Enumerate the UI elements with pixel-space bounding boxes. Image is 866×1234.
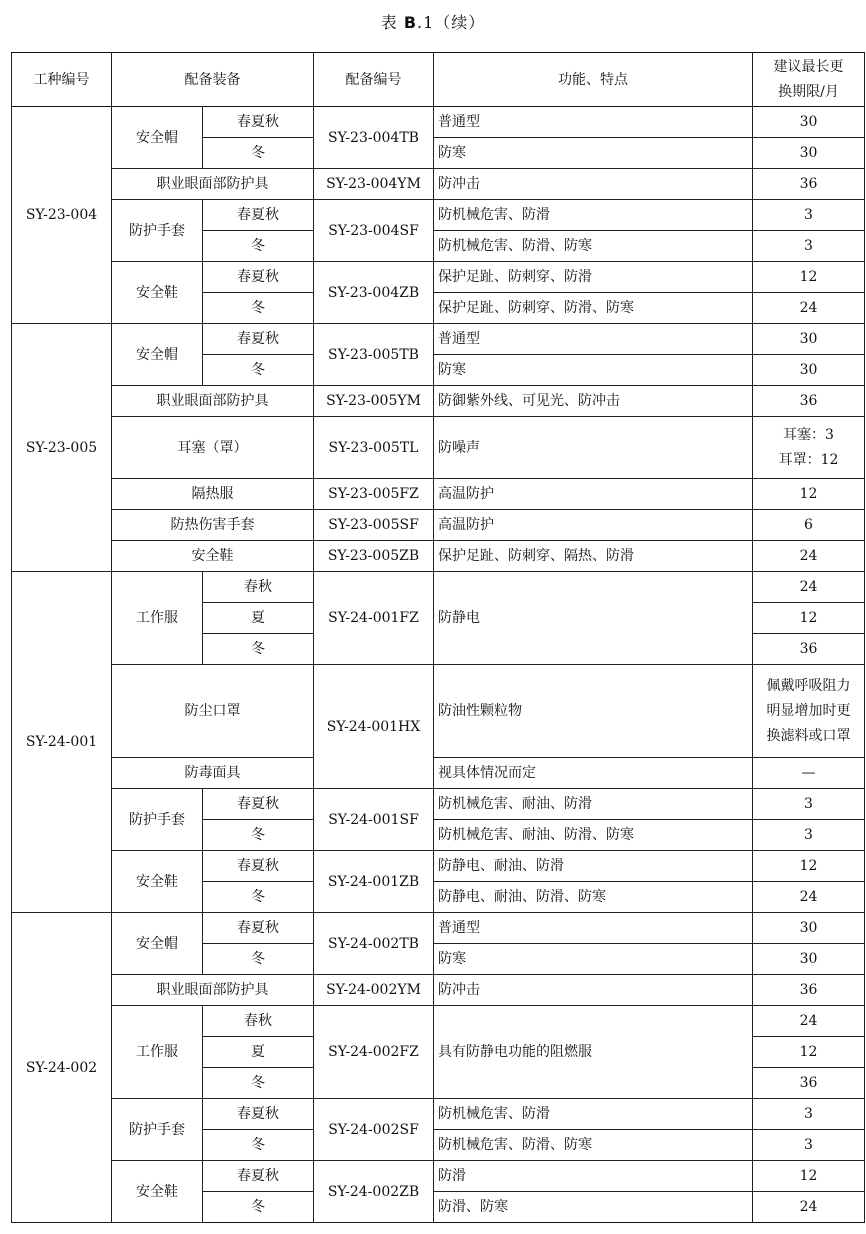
period-line: 耳罩：12: [778, 451, 839, 468]
period-cell: 3: [753, 200, 865, 231]
equipment-code-cell: SY-24-002SF: [314, 1099, 434, 1161]
job-code-cell: SY-23-005: [12, 324, 112, 572]
period-cell: 3: [753, 1130, 865, 1161]
equipment-code-cell: SY-24-001HX: [314, 665, 434, 789]
feature-cell: 防机械危害、防滑: [434, 200, 753, 231]
season-cell: 春夏秋: [203, 1099, 314, 1130]
period-line: 明显增加时更: [766, 702, 851, 719]
period-cell: 3: [753, 1099, 865, 1130]
feature-cell: 保护足趾、防刺穿、防滑、防寒: [434, 293, 753, 324]
period-cell: 12: [753, 1037, 865, 1068]
period-cell: 24: [753, 572, 865, 603]
table-row: [12, 324, 865, 355]
table-row: [12, 913, 865, 944]
table-row: [12, 851, 865, 882]
header-period-line2: 换期限/月: [778, 83, 839, 100]
header-period-line1: 建议最长更: [773, 58, 844, 75]
equipment-name-cell: 安全帽: [112, 107, 203, 169]
season-cell: 春夏秋: [203, 324, 314, 355]
feature-cell: 具有防静电功能的阻燃服: [434, 1006, 753, 1099]
equipment-code-cell: SY-23-005ZB: [314, 541, 434, 572]
equipment-name-cell: 防尘口罩: [112, 665, 314, 758]
equipment-code-cell: SY-24-001SF: [314, 789, 434, 851]
period-cell: 24: [753, 1006, 865, 1037]
header-job-code: 工种编号: [12, 53, 112, 107]
equipment-code-cell: SY-23-004SF: [314, 200, 434, 262]
job-code-cell: SY-24-002: [12, 913, 112, 1223]
period-cell: 24: [753, 882, 865, 913]
season-cell: 夏: [203, 603, 314, 634]
season-cell: 春夏秋: [203, 851, 314, 882]
feature-cell: 防静电: [434, 572, 753, 665]
period-cell: [753, 665, 865, 758]
table-row: [12, 417, 865, 479]
equipment-name-cell: 工作服: [112, 572, 203, 665]
table-row: [12, 1099, 865, 1130]
period-line: 耳塞：3: [783, 426, 834, 443]
period-cell: 24: [753, 293, 865, 324]
table-row: [12, 1006, 865, 1037]
season-cell: 冬: [203, 944, 314, 975]
equipment-code-cell: SY-23-005TL: [314, 417, 434, 479]
feature-cell: 防寒: [434, 355, 753, 386]
table-body: [12, 107, 865, 1223]
equipment-code-cell: SY-24-001ZB: [314, 851, 434, 913]
equipment-code-cell: SY-24-002YM: [314, 975, 434, 1006]
equipment-name-cell: 职业眼面部防护具: [112, 386, 314, 417]
equipment-code-cell: SY-23-004TB: [314, 107, 434, 169]
period-cell: 3: [753, 231, 865, 262]
period-cell: 30: [753, 355, 865, 386]
feature-cell: 防机械危害、防滑、防寒: [434, 1130, 753, 1161]
feature-cell: 防寒: [434, 138, 753, 169]
period-cell: [753, 417, 865, 479]
season-cell: 冬: [203, 1068, 314, 1099]
table-row: [12, 479, 865, 510]
season-cell: 春夏秋: [203, 913, 314, 944]
table-row: [12, 789, 865, 820]
period-cell: 12: [753, 851, 865, 882]
period-cell: 24: [753, 541, 865, 572]
equipment-code-cell: SY-23-005SF: [314, 510, 434, 541]
period-cell: 3: [753, 820, 865, 851]
table-row: [12, 386, 865, 417]
table-row: [12, 262, 865, 293]
period-cell: 36: [753, 975, 865, 1006]
equipment-name-cell: 耳塞（罩）: [112, 417, 314, 479]
feature-cell: 普通型: [434, 324, 753, 355]
table-row: [12, 510, 865, 541]
equipment-name-cell: 安全鞋: [112, 851, 203, 913]
season-cell: 春夏秋: [203, 789, 314, 820]
equipment-name-cell: 工作服: [112, 1006, 203, 1099]
table-row: [12, 1161, 865, 1192]
table-title-code: B: [403, 13, 418, 32]
period-cell: 12: [753, 479, 865, 510]
equipment-name-cell: 安全帽: [112, 324, 203, 386]
season-cell: 春夏秋: [203, 262, 314, 293]
job-code-cell: SY-23-004: [12, 107, 112, 324]
equipment-name-cell: 职业眼面部防护具: [112, 169, 314, 200]
season-cell: 春夏秋: [203, 200, 314, 231]
season-cell: 冬: [203, 1130, 314, 1161]
table-row: [12, 665, 865, 758]
feature-cell: 防静电、耐油、防滑: [434, 851, 753, 882]
feature-cell: 防滑、防寒: [434, 1192, 753, 1223]
period-line: 佩戴呼吸阻力: [766, 677, 851, 694]
table-row: [12, 758, 865, 789]
feature-cell: 防冲击: [434, 169, 753, 200]
period-cell: 6: [753, 510, 865, 541]
header-equipment: 配备装备: [112, 53, 314, 107]
period-cell: 30: [753, 107, 865, 138]
period-cell: 36: [753, 634, 865, 665]
feature-cell: 防寒: [434, 944, 753, 975]
period-cell: 36: [753, 386, 865, 417]
equipment-code-cell: SY-23-005FZ: [314, 479, 434, 510]
job-code-cell: SY-24-001: [12, 572, 112, 913]
equipment-name-cell: 安全鞋: [112, 1161, 203, 1223]
feature-cell: 保护足趾、防刺穿、隔热、防滑: [434, 541, 753, 572]
equipment-name-cell: 防护手套: [112, 789, 203, 851]
period-cell: 12: [753, 262, 865, 293]
equipment-code-cell: SY-23-005YM: [314, 386, 434, 417]
table-row: [12, 572, 865, 603]
period-cell: 24: [753, 1192, 865, 1223]
equipment-name-cell: 职业眼面部防护具: [112, 975, 314, 1006]
equipment-name-cell: 安全鞋: [112, 541, 314, 572]
period-cell: 3: [753, 789, 865, 820]
season-cell: 春秋: [203, 572, 314, 603]
period-cell: 30: [753, 944, 865, 975]
feature-cell: 高温防护: [434, 510, 753, 541]
equipment-name-cell: 安全帽: [112, 913, 203, 975]
feature-cell: 防静电、耐油、防滑、防寒: [434, 882, 753, 913]
equipment-code-cell: SY-23-004YM: [314, 169, 434, 200]
equipment-name-cell: 隔热服: [112, 479, 314, 510]
table-row: [12, 169, 865, 200]
season-cell: 春秋: [203, 1006, 314, 1037]
equipment-code-cell: SY-24-002FZ: [314, 1006, 434, 1099]
period-cell: 12: [753, 1161, 865, 1192]
season-cell: 冬: [203, 138, 314, 169]
season-cell: 夏: [203, 1037, 314, 1068]
feature-cell: 防机械危害、耐油、防滑、防寒: [434, 820, 753, 851]
period-cell: 36: [753, 169, 865, 200]
period-line: 换滤料或口罩: [766, 727, 851, 744]
season-cell: 冬: [203, 882, 314, 913]
feature-cell: 防噪声: [434, 417, 753, 479]
season-cell: 冬: [203, 231, 314, 262]
table-row: [12, 107, 865, 138]
feature-cell: 视具体情况而定: [434, 758, 753, 789]
period-cell: 30: [753, 138, 865, 169]
table-title: [0, 10, 866, 33]
table-row: [12, 975, 865, 1006]
feature-cell: 防机械危害、耐油、防滑: [434, 789, 753, 820]
feature-cell: 防油性颗粒物: [434, 665, 753, 758]
feature-cell: 防滑: [434, 1161, 753, 1192]
feature-cell: 防机械危害、防滑: [434, 1099, 753, 1130]
season-cell: 春夏秋: [203, 107, 314, 138]
equipment-table: [11, 52, 865, 1223]
feature-cell: 防冲击: [434, 975, 753, 1006]
equipment-name-cell: 安全鞋: [112, 262, 203, 324]
season-cell: 冬: [203, 820, 314, 851]
feature-cell: 普通型: [434, 913, 753, 944]
equipment-code-cell: SY-24-002ZB: [314, 1161, 434, 1223]
period-cell: —: [753, 758, 865, 789]
equipment-code-cell: SY-24-002TB: [314, 913, 434, 975]
season-cell: 冬: [203, 293, 314, 324]
feature-cell: 高温防护: [434, 479, 753, 510]
period-cell: 30: [753, 913, 865, 944]
feature-cell: 防机械危害、防滑、防寒: [434, 231, 753, 262]
period-cell: 36: [753, 1068, 865, 1099]
equipment-code-cell: SY-23-004ZB: [314, 262, 434, 324]
table-row: [12, 200, 865, 231]
header-equipment-code: 配备编号: [314, 53, 434, 107]
season-cell: 春夏秋: [203, 1161, 314, 1192]
equipment-name-cell: 防热伤害手套: [112, 510, 314, 541]
equipment-name-cell: 防毒面具: [112, 758, 314, 789]
period-cell: 30: [753, 324, 865, 355]
season-cell: 冬: [203, 634, 314, 665]
equipment-name-cell: 防护手套: [112, 200, 203, 262]
table-title-prefix: 表: [380, 13, 398, 32]
season-cell: 冬: [203, 1192, 314, 1223]
table-row: [12, 541, 865, 572]
table-title-rest: .1（续）: [417, 13, 486, 32]
header-features: 功能、特点: [434, 53, 753, 107]
header-period: [753, 53, 865, 107]
period-cell: 12: [753, 603, 865, 634]
feature-cell: 防御紫外线、可见光、防冲击: [434, 386, 753, 417]
equipment-name-cell: 防护手套: [112, 1099, 203, 1161]
feature-cell: 普通型: [434, 107, 753, 138]
header-row: [12, 53, 865, 107]
equipment-code-cell: SY-24-001FZ: [314, 572, 434, 665]
season-cell: 冬: [203, 355, 314, 386]
equipment-code-cell: SY-23-005TB: [314, 324, 434, 386]
feature-cell: 保护足趾、防刺穿、防滑: [434, 262, 753, 293]
